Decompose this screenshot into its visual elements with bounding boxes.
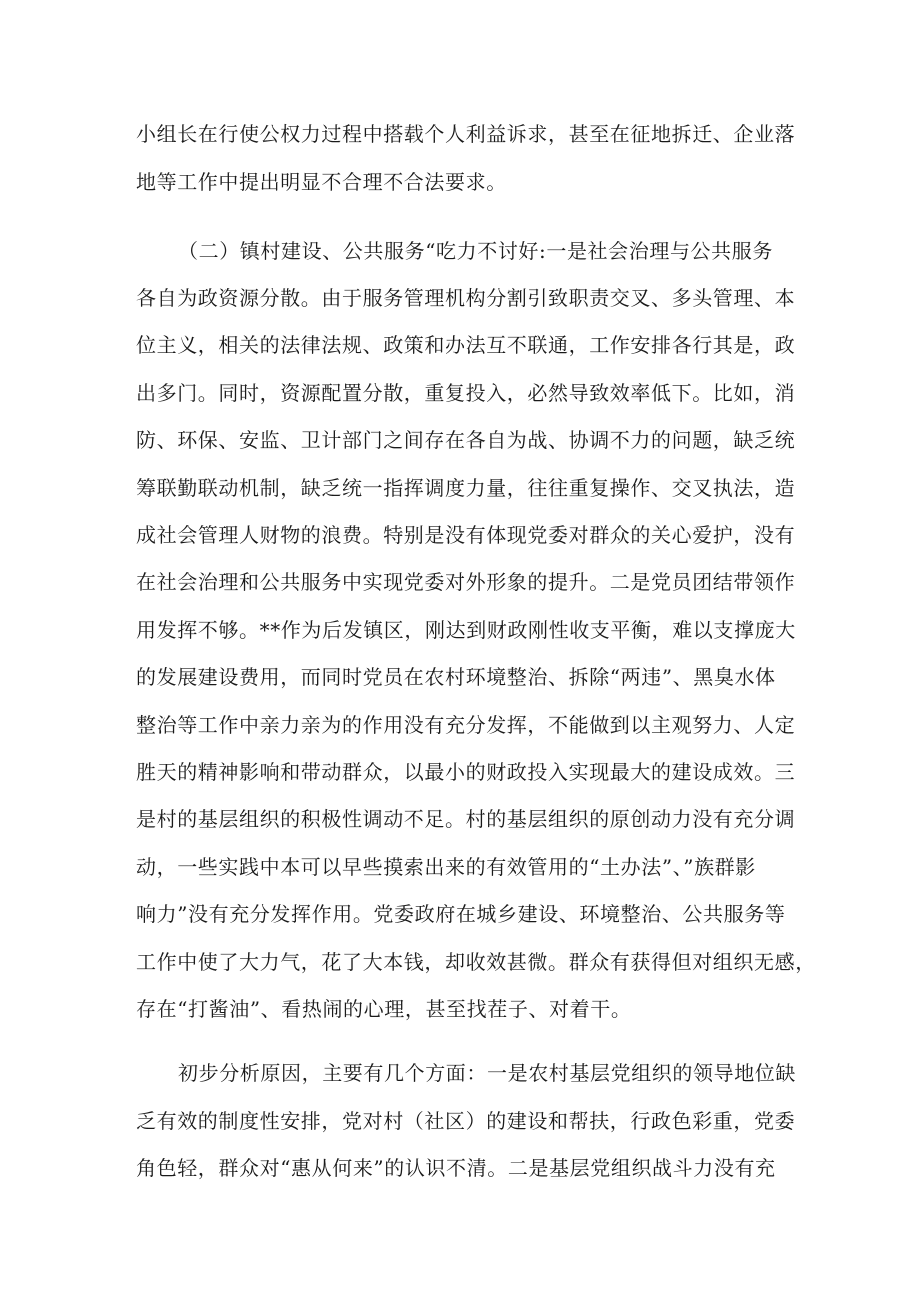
- paragraph-2-line-13: 是村的基层组织的积极性调动不足。村的基层组织的原创动力没有充分调: [136, 807, 796, 831]
- paragraph-2-line-1: （二）镇村建设、公共服务“吃力不讨好:一是社会治理与公共服务: [178, 239, 773, 263]
- paragraph-2-line-10: 的发展建设费用，而同时党员在农村环境整治、拆除“两违”、黑臭水体: [136, 665, 776, 689]
- paragraph-2-line-5: 防、环保、安监、卫计部门之间存在各自为战、协调不力的问题，缺乏统: [136, 428, 796, 452]
- paragraph-2-line-16: 工作中使了大力气，花了大本钱，却收效甚微。群众有获得但对组织无感，: [136, 950, 816, 974]
- paragraph-2-line-3: 位主义，相关的法律法规、政策和办法互不联通，工作安排各行其是，政: [136, 333, 796, 357]
- paragraph-2-line-7: 成社会管理人财物的浪费。特别是没有体现党委对群众的关心爱护，没有: [136, 523, 796, 547]
- paragraph-2-line-6: 筹联勤联动机制，缺乏统一指挥调度力量，往往重复操作、交叉执法，造: [136, 476, 796, 500]
- paragraph-2-line-14: 动，一些实践中本可以早些摸索出来的有效管用的“土办法”、”族群影: [136, 855, 756, 879]
- paragraph-2-line-8: 在社会治理和公共服务中实现党委对外形象的提升。二是党员团结带领作: [136, 570, 796, 594]
- paragraph-3-line-3: 角色轻，群众对“惠从何来”的认识不清。二是基层党组织战斗力没有充: [136, 1156, 776, 1180]
- paragraph-2-line-17: 存在“打酱油”、看热闹的心理，甚至找茬子、对着干。: [136, 997, 632, 1021]
- paragraph-2-line-15: 响力”没有充分发挥作用。党委政府在城乡建设、环境整治、公共服务等: [136, 902, 786, 926]
- paragraph-3-line-2: 乏有效的制度性安排，党对村（社区）的建设和帮扶，行政色彩重，党委: [136, 1109, 796, 1133]
- paragraph-1-line-1: 小组长在行使公权力过程中搭载个人利益诉求，甚至在征地拆迁、企业落: [136, 122, 796, 146]
- paragraph-2-line-12: 胜天的精神影响和带动群众，以最小的财政投入实现最大的建设成效。三: [136, 760, 796, 784]
- paragraph-2-line-11: 整治等工作中亲力亲为的作用没有充分发挥，不能做到以主观努力、人定: [136, 713, 796, 737]
- paragraph-1-line-2: 地等工作中提出明显不合理不合法要求。: [136, 170, 507, 194]
- paragraph-2-line-4: 出多门。同时，资源配置分散，重复投入，必然导致效率低下。比如，消: [136, 381, 796, 405]
- paragraph-2-line-2: 各自为政资源分散。由于服务管理机构分割引致职责交叉、多头管理、本: [136, 286, 796, 310]
- paragraph-3-line-1: 初步分析原因，主要有几个方面：一是农村基层党组织的领导地位缺: [178, 1061, 796, 1085]
- paragraph-2-line-9: 用发挥不够。**作为后发镇区，刚达到财政刚性收支平衡，难以支撑庞大: [136, 618, 796, 642]
